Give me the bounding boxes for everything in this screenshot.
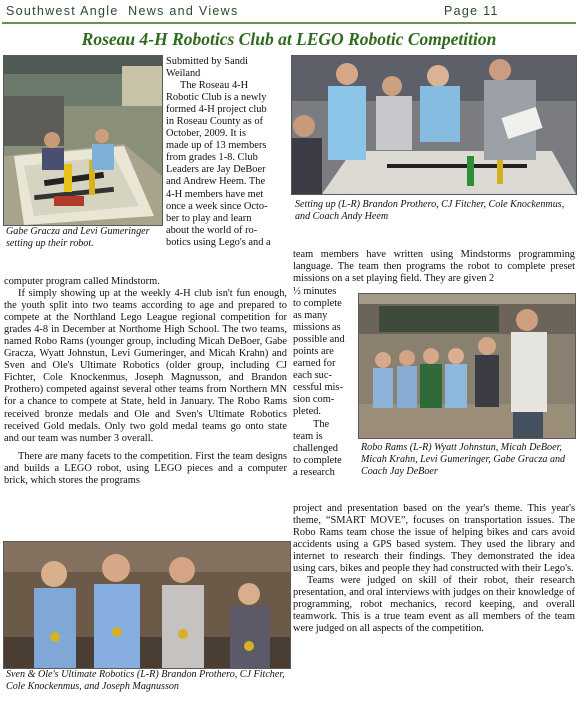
narrow-line: challenged <box>293 442 339 454</box>
byline-line-1: Submitted by Sandi <box>166 56 248 67</box>
paragraph-teams: If simply showing up at the weekly 4-H club isn't fun enough, the youth split into two teams according to age and prepared to compete at the Northland Lego League regional competition for grades 4-8 in December at Northome High School. The two teams, named Robo Rams (younger group, including Micah DeBoer, Gabe Gracza, Wyatt Johnstun, Levi Gumeringer, and Micah Krahn) and Sven and Ole's Ultimate Robotics (older group, including CJ Fichter, Cole Knockenmus, Joseph Magnusson, and Brandon Prothero) competed against several other teams from Northern MN for a chance to compete at State, held in January. The Robo Rams received bronze medals and Ole and Sven's Ultimate Robotics received Gold medals. Only two gold medal teams go onto state and our team was number 3 overall. <box>4 288 287 444</box>
caption-photo-gold-team: Sven & Ole's Ultimate Robotics (L-R) Brandon Prothero, CJ Fitcher, Cole Knockenmus, and Joseph Magnusson <box>6 669 285 693</box>
narrow-line: earned for <box>293 358 336 370</box>
narrow-line: to complete <box>293 454 342 466</box>
photo-robo-rams-image <box>359 294 575 438</box>
right-column-bottom <box>293 503 575 636</box>
photo-gold-team-image <box>4 542 290 668</box>
caption-photo-setting-up: Setting up (L-R) Brandon Prothero, CJ Fitcher, Cole Knockenmus, and Coach Andy Heem <box>295 199 565 223</box>
intro-line: 4-H members have met <box>166 188 264 200</box>
narrow-column <box>293 286 357 479</box>
intro-line: and Andrew Heem. The <box>166 176 266 188</box>
left-column-text <box>4 276 287 487</box>
intro-line: made up of 13 members <box>166 140 267 152</box>
intro-line: The Roseau 4-H <box>180 80 249 92</box>
narrow-line: possible and <box>293 334 345 346</box>
paragraph-research: project and presentation based on the year's theme. This year's theme, “SMART MOVE”, focuses on transportation issues. The Robo Rams team chose the issue of helping bikes and cars avoid accidents using a GPS based system. They used the library and internet to research their findings. They demonstrated the idea using cars, bikes and people they had constructed with their Lego's. <box>293 503 575 575</box>
caption-photo-robo-rams: Robo Rams (L-R) Wyatt Johnstun, Micah DeBoer, Micah Krahn, Levi Gumeringer, Gabe Gracza and Coach Jay DeBoer <box>361 442 566 478</box>
photo-gold-team <box>3 541 291 669</box>
page-number: Page 11 <box>444 4 499 18</box>
narrow-line: sion com- <box>293 394 335 406</box>
intro-line: October, 2009. It is <box>166 128 247 140</box>
photo-setting-up <box>291 55 577 195</box>
intro-column <box>166 56 286 249</box>
intro-line: ber to play and learn <box>166 212 252 224</box>
right-column-top <box>293 249 575 285</box>
photo-robo-rams <box>358 293 576 439</box>
intro-line: once a week since Octo- <box>166 200 268 212</box>
publication-name: Southwest Angle News and Views <box>6 4 239 18</box>
intro-line: formed 4-H project club <box>166 104 267 116</box>
narrow-line: ½ minutes <box>293 286 337 297</box>
intro-line: about the world of ro- <box>166 224 258 236</box>
byline-line-2: Weiland <box>166 68 201 80</box>
narrow-line: as many <box>293 310 328 322</box>
paragraph-facets: There are many facets to the competition. First the team designs and builds a LEGO robot, using LEGO pieces and a computer brick, which stores the programs <box>4 450 287 486</box>
photo-setting-up-image <box>292 56 576 194</box>
caption-photo-robot-table: Gabe Gracza and Levi Gumeringer setting up their robot. <box>6 226 150 250</box>
photo-robot-table-image <box>4 56 162 225</box>
paragraph-judging: Teams were judged on skill of their robot, their research presentation, and oral interviews with judges on their knowledge of programming, robot mechanics, record keeping, and overall teamwork. This is a true team event as all members of the team were judged on all aspects of the competition. <box>293 575 575 635</box>
intro-line: in Roseau County as of <box>166 116 263 128</box>
intro-line: Leaders are Jay DeBoer <box>166 164 266 176</box>
intro-end: computer program called Mindstorm. <box>4 276 160 287</box>
narrow-line: missions as <box>293 322 341 334</box>
paragraph-programming: team members have written using Mindstorms programming language. The team then programs the robot to complete preset missions on a set playing field. They are given 2 <box>293 249 575 285</box>
intro-line: botics using Lego's and a <box>166 236 271 248</box>
photo-robot-table <box>3 55 163 226</box>
header-rule <box>2 22 576 24</box>
article-title: Roseau 4-H Robotics Club at LEGO Robotic Competition <box>81 29 497 49</box>
intro-line: from grades 1-8. Club <box>166 152 258 164</box>
page-header <box>0 0 578 22</box>
narrow-line: to complete <box>293 298 342 310</box>
narrow-line: points are <box>293 346 334 358</box>
narrow-line: a research <box>293 466 335 478</box>
narrow-line: each suc- <box>293 370 332 382</box>
narrow-line: team is <box>293 430 323 442</box>
narrow-line: cessful mis- <box>293 382 343 394</box>
narrow-line: The <box>313 418 330 430</box>
intro-line: Robotic Club is a newly <box>166 92 267 104</box>
narrow-line: pleted. <box>293 406 321 418</box>
